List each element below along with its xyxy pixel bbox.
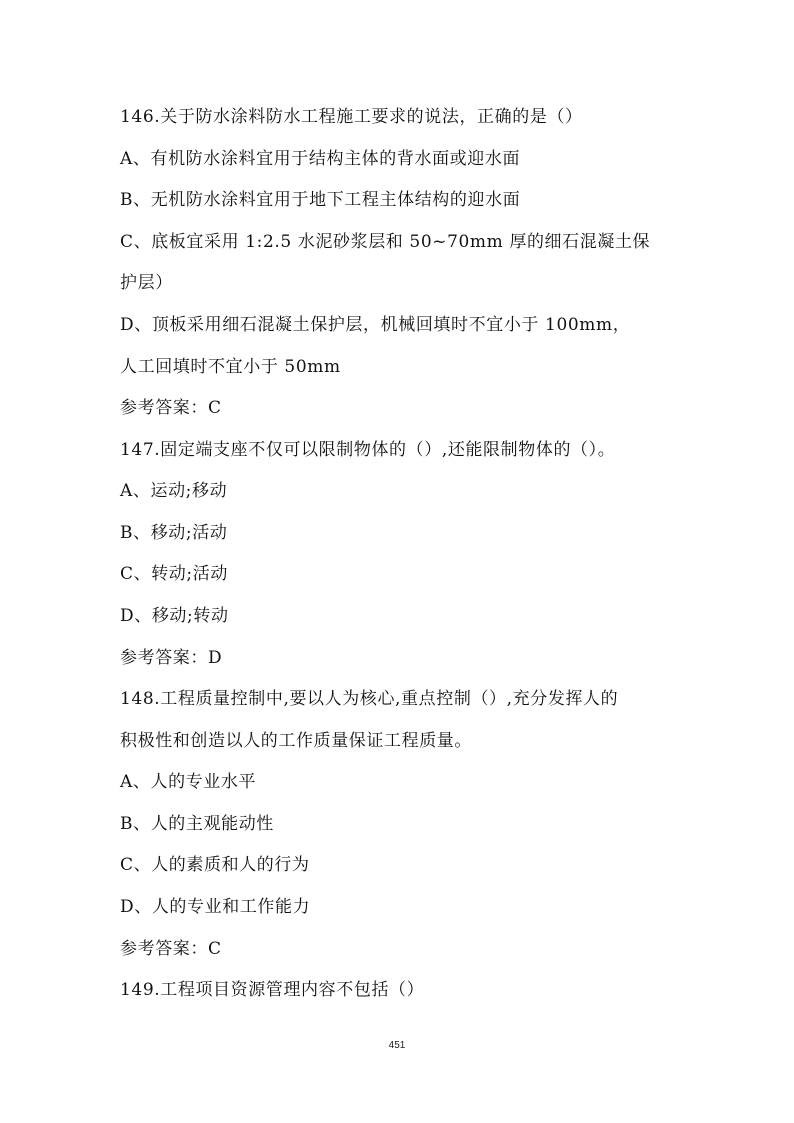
question-146-answer: 参考答案：C bbox=[120, 398, 222, 418]
question-147-option-b: B、移动;活动 bbox=[120, 523, 228, 543]
question-147-option-d: D、移动;转动 bbox=[120, 606, 229, 626]
question-147-option-c: C、转动;活动 bbox=[120, 564, 228, 584]
question-148-option-a: A、人的专业水平 bbox=[120, 772, 257, 792]
question-146-option-c: C、底板宜采用 1:2.5 水泥砂浆层和 50~70mm 厚的细石混凝土保 bbox=[120, 232, 651, 252]
question-148-option-d: D、人的专业和工作能力 bbox=[120, 897, 311, 917]
question-147-answer: 参考答案：D bbox=[120, 648, 223, 668]
question-147-option-a: A、运动;移动 bbox=[120, 481, 228, 501]
question-146-option-d-continued: 人工回填时不宜小于 50mm bbox=[120, 357, 341, 377]
question-146-option-c-continued: 护层） bbox=[120, 273, 173, 293]
question-146-option-b: B、无机防水涂料宜用于地下工程主体结构的迎水面 bbox=[120, 190, 521, 210]
question-146-option-d: D、顶板采用细石混凝土保护层，机械回填时不宜小于 100mm， bbox=[120, 315, 631, 335]
question-148-answer: 参考答案：C bbox=[120, 939, 222, 959]
question-146-stem: 146.关于防水涂料防水工程施工要求的说法，正确的是（） bbox=[120, 107, 583, 127]
question-148-option-c: C、人的素质和人的行为 bbox=[120, 855, 310, 875]
question-147-stem: 147.固定端支座不仅可以限制物体的（）,还能限制物体的（）。 bbox=[120, 440, 616, 460]
page-number: 451 bbox=[388, 1040, 406, 1051]
question-146-option-a: A、有机防水涂料宜用于结构主体的背水面或迎水面 bbox=[120, 149, 521, 169]
question-148-option-b: B、人的主观能动性 bbox=[120, 814, 274, 834]
question-148-stem-continued: 积极性和创造以人的工作质量保证工程质量。 bbox=[120, 731, 472, 751]
question-149-stem: 149.工程项目资源管理内容不包括（） bbox=[120, 980, 425, 1000]
question-148-stem: 148.工程质量控制中,要以人为核心,重点控制（）,充分发挥人的 bbox=[120, 689, 619, 709]
